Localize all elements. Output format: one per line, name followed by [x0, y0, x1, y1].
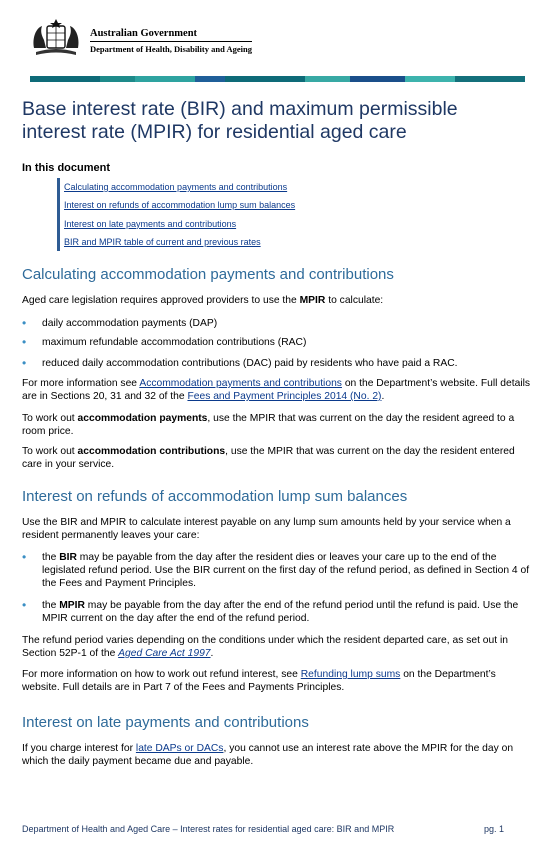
coat-of-arms-logo: [30, 18, 82, 58]
emphasis: accommodation payments: [77, 413, 208, 424]
text: on the Department’s website. Full details are in Part 7 of the Fees and Payments Principles.: [22, 669, 496, 693]
s1-more-info: [22, 377, 532, 403]
text: Aged care legislation requires approved providers to use the: [22, 295, 300, 306]
header: [30, 18, 510, 66]
bullet-text: maximum refundable accommodation contributions (RAC): [42, 337, 307, 348]
s1-para-payments: [22, 412, 532, 438]
link-fees-principles[interactable]: Fees and Payment Principles 2014 (No. 2): [187, 391, 382, 402]
section-heading-refunds: Interest on refunds of accommodation lump sum balances: [22, 488, 408, 505]
text: may be payable from the day after the resident dies or leaves your care up to the end of the legislated refund period. Use the BIR current on the first day of the refund period, as defined in Section 4 of the Fees and Payment Principles.: [42, 552, 530, 589]
bullet-icon: •: [22, 598, 27, 612]
toc-link-refunds[interactable]: Interest on refunds of accommodation lump sum balances: [64, 200, 296, 211]
link-accommodation-payments[interactable]: Accommodation payments and contributions: [139, 378, 342, 389]
stripe-segment: [100, 76, 135, 82]
bullet-icon: •: [22, 335, 27, 349]
page-title: Base interest rate (BIR) and maximum permissible interest rate (MPIR) for residential aged care: [22, 98, 458, 143]
footer-text: Department of Health and Aged Care – Interest rates for residential aged care: BIR and MPIR: [22, 824, 395, 834]
section-heading-calculating: Calculating accommodation payments and contributions: [22, 266, 394, 283]
s3-para: [22, 742, 532, 768]
stripe-segment: [405, 76, 455, 82]
text: , use the MPIR that was current on the day the resident agreed to a room price.: [22, 413, 515, 437]
gov-name: Australian Government: [90, 28, 198, 39]
link-late-daps[interactable]: late DAPs or DACs: [135, 743, 224, 754]
stripe-segment: [455, 76, 525, 82]
text: , you cannot use an interest rate above the MPIR for the day on which the daily payment became due and payable.: [22, 743, 514, 767]
emphasis: accommodation contributions: [77, 446, 226, 457]
text: The refund period varies depending on the conditions under which the resident departed care, as set out in Section 52P-1 of the: [22, 635, 508, 659]
bullet-icon: •: [22, 550, 27, 564]
toc-link-calculating[interactable]: Calculating accommodation payments and contributions: [64, 182, 288, 192]
text: If you charge interest for: [22, 743, 136, 754]
stripe-segment: [30, 76, 100, 82]
s2-more-info: [22, 668, 532, 694]
emphasis: MPIR: [299, 295, 326, 306]
page-footer: [22, 824, 504, 834]
s2-intro: Use the BIR and MPIR to calculate interest payable on any lump sum amounts held by your service when a resident permanently leaves your care:: [22, 517, 511, 541]
stripe-segment: [305, 76, 350, 82]
emphasis: MPIR: [59, 600, 85, 611]
bullet-icon: •: [22, 316, 27, 330]
text: For more information see: [22, 378, 140, 389]
stripe-segment: [350, 76, 405, 82]
header-stripe: [30, 76, 525, 82]
bullet-text: daily accommodation payments (DAP): [42, 318, 218, 329]
s1-intro: [22, 294, 532, 307]
link-refunding-lump-sums[interactable]: Refunding lump sums: [300, 669, 401, 680]
stripe-segment: [135, 76, 195, 82]
page-number: pg. 1: [483, 824, 504, 834]
stripe-segment: [195, 76, 225, 82]
department-name: Department of Health, Disability and Ageing: [90, 41, 252, 55]
s2-refund-period: [22, 634, 532, 660]
text: , use the MPIR that was current on the day the resident entered care in your service.: [22, 446, 515, 470]
text: on the Department’s website. Full details are in Sections 20, 31 and 32 of the: [22, 378, 531, 402]
text: the: [42, 552, 60, 563]
text: To work out: [22, 413, 78, 424]
bullet-icon: •: [22, 356, 27, 370]
section-heading-late-payments: Interest on late payments and contributions: [22, 714, 309, 731]
bullet-text: [42, 599, 532, 625]
text: the: [42, 600, 60, 611]
toc-heading: In this document: [22, 162, 110, 174]
text: To work out: [22, 446, 78, 457]
link-aged-care-act[interactable]: Aged Care Act 1997: [118, 648, 211, 659]
bullet-text: reduced daily accommodation contributions (DAC) paid by residents who have paid a RAC.: [42, 358, 458, 369]
table-of-contents: [57, 178, 295, 251]
text: to calculate:: [325, 295, 384, 306]
text: may be payable from the day after the end of the refund period until the refund is paid. Use the MPIR current on the day after the end of the refund period.: [42, 600, 519, 624]
stripe-segment: [225, 76, 305, 82]
text: For more information on how to work out refund interest, see: [22, 669, 301, 680]
bullet-text: [42, 551, 532, 590]
s1-para-contributions: [22, 445, 532, 471]
toc-link-rates-table[interactable]: BIR and MPIR table of current and previous rates: [64, 236, 261, 247]
toc-link-late-payments[interactable]: Interest on late payments and contributions: [64, 218, 237, 229]
text: .: [210, 648, 214, 659]
text: .: [381, 391, 385, 402]
emphasis: BIR: [59, 552, 77, 563]
